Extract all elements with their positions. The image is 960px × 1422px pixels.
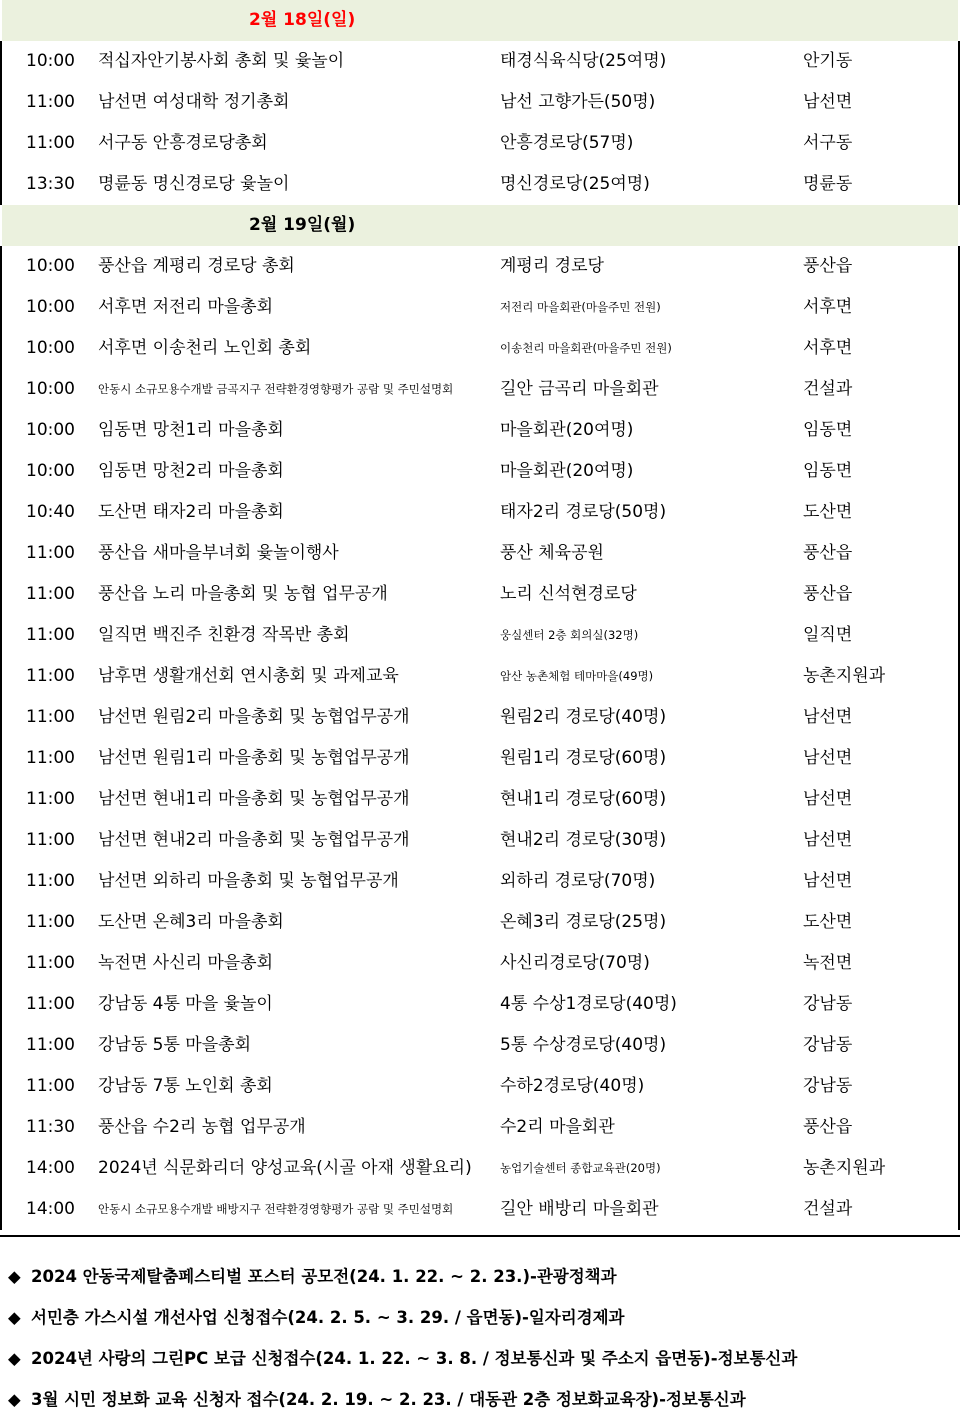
event-department: 임동면 (803, 420, 853, 440)
event-time: 11:00 (26, 912, 75, 932)
event-name: 남선면 원림1리 마을총회 및 농협업무공개 (98, 748, 410, 768)
table-bottom-border (0, 1235, 960, 1237)
event-name: 서구동 안흥경로당총회 (98, 133, 268, 153)
event-time: 11:00 (26, 707, 75, 727)
event-time: 10:00 (26, 256, 75, 276)
event-department: 강남동 (803, 994, 853, 1014)
event-name: 임동면 망천1리 마을총회 (98, 420, 284, 440)
event-time: 11:00 (26, 748, 75, 768)
event-name: 적십자안기봉사회 총회 및 윷놀이 (98, 51, 345, 71)
schedule-row (0, 287, 960, 328)
event-place: 풍산 체육공원 (500, 543, 604, 563)
event-time: 11:00 (26, 871, 75, 891)
event-time: 10:40 (26, 502, 75, 522)
event-department: 임동면 (803, 461, 853, 481)
event-place: 길안 금곡리 마을회관 (500, 379, 659, 399)
schedule-row (0, 328, 960, 369)
schedule-row (0, 451, 960, 492)
event-place: 명신경로당(25여명) (500, 174, 650, 194)
date-header (0, 205, 960, 246)
schedule-row (0, 697, 960, 738)
event-department: 강남동 (803, 1035, 853, 1055)
event-name: 남선면 원림2리 마을총회 및 농협업무공개 (98, 707, 410, 727)
event-name: 풍산읍 새마을부녀회 윷놀이행사 (98, 543, 339, 563)
event-time: 11:00 (26, 830, 75, 850)
event-name: 남선면 현내1리 마을총회 및 농협업무공개 (98, 789, 410, 809)
event-department: 풍산읍 (803, 1117, 853, 1137)
schedule-row (0, 943, 960, 984)
notice-item (0, 1256, 960, 1297)
event-time: 11:00 (26, 1035, 75, 1055)
event-time: 10:00 (26, 297, 75, 317)
event-place: 태자2리 경로당(50명) (500, 502, 667, 522)
event-place: 수하2경로당(40명) (500, 1076, 645, 1096)
event-department: 풍산읍 (803, 543, 853, 563)
event-department: 남선면 (803, 707, 853, 727)
event-place: 남선 고향가든(50명) (500, 92, 656, 112)
event-place: 현내1리 경로당(60명) (500, 789, 667, 809)
event-department: 풍산읍 (803, 584, 853, 604)
event-place: 마을회관(20여명) (500, 461, 634, 481)
event-name: 강남동 5통 마을총회 (98, 1035, 251, 1055)
schedule-row (0, 123, 960, 164)
schedule-row (0, 820, 960, 861)
event-time: 11:00 (26, 625, 75, 645)
event-place: 수2리 마을회관 (500, 1117, 615, 1137)
event-time: 11:00 (26, 1076, 75, 1096)
notice-list (0, 1256, 960, 1420)
event-place: 5통 수상경로당(40명) (500, 1035, 667, 1055)
event-name: 남선면 현내2리 마을총회 및 농협업무공개 (98, 830, 410, 850)
diamond-bullet-icon: ◆ (8, 1390, 21, 1409)
event-time: 10:00 (26, 51, 75, 71)
schedule-row (0, 861, 960, 902)
event-name: 풍산읍 계평리 경로당 총회 (98, 256, 295, 276)
notice-text: 2024 안동국제탈춤페스티벌 포스터 공모전(24. 1. 22. ~ 2. 23.)-관광정책과 (31, 1267, 617, 1286)
schedule-row (0, 1148, 960, 1189)
diamond-bullet-icon: ◆ (8, 1349, 21, 1368)
event-department: 남선면 (803, 789, 853, 809)
date-header (0, 0, 960, 41)
event-time: 11:00 (26, 133, 75, 153)
event-department: 서후면 (803, 297, 853, 317)
event-place: 태경식육식당(25여명) (500, 51, 667, 71)
schedule-row (0, 410, 960, 451)
diamond-bullet-icon: ◆ (8, 1267, 21, 1286)
event-name: 풍산읍 수2리 농협 업무공개 (98, 1117, 306, 1137)
event-department: 농촌지원과 (803, 1158, 886, 1178)
event-name: 남선면 외하리 마을총회 및 농협업무공개 (98, 871, 399, 891)
event-department: 남선면 (803, 92, 853, 112)
event-name: 임동면 망천2리 마을총회 (98, 461, 284, 481)
event-department: 남선면 (803, 830, 853, 850)
event-name: 강남동 4통 마을 윷놀이 (98, 994, 273, 1014)
event-department: 남선면 (803, 748, 853, 768)
event-department: 명륜동 (803, 174, 853, 194)
schedule-row (0, 82, 960, 123)
schedule-row (0, 1066, 960, 1107)
event-name: 강남동 7통 노인회 총회 (98, 1076, 273, 1096)
schedule-row (0, 656, 960, 697)
notice-item (0, 1379, 960, 1420)
event-name: 남후면 생활개선회 연시총회 및 과제교육 (98, 666, 399, 686)
event-department: 건설과 (803, 379, 853, 399)
notice-text: 2024년 사랑의 그린PC 보급 신청접수(24. 1. 22. ~ 3. 8. / 정보통신과 및 주소지 읍면동)-정보통신과 (31, 1349, 798, 1368)
event-department: 서후면 (803, 338, 853, 358)
event-time: 14:00 (26, 1199, 75, 1219)
schedule-row (0, 779, 960, 820)
schedule-row (0, 574, 960, 615)
schedule-row (0, 533, 960, 574)
schedule-row (0, 492, 960, 533)
notice-item (0, 1297, 960, 1338)
schedule-row (0, 164, 960, 205)
event-name: 남선면 여성대학 정기총회 (98, 92, 290, 112)
event-place: 암산 농촌체험 테마마을(49명) (500, 669, 654, 683)
event-department: 남선면 (803, 871, 853, 891)
event-place: 노리 신석현경로당 (500, 584, 637, 604)
event-department: 건설과 (803, 1199, 853, 1219)
event-department: 녹전면 (803, 953, 853, 973)
event-time: 11:00 (26, 666, 75, 686)
notice-text: 서민층 가스시설 개선사업 신청접수(24. 2. 5. ~ 3. 29. / 읍면동)-일자리경제과 (31, 1308, 625, 1327)
event-place: 현내2리 경로당(30명) (500, 830, 667, 850)
event-place: 저전리 마을회관(마을주민 전원) (500, 300, 661, 314)
diamond-bullet-icon: ◆ (8, 1308, 21, 1327)
event-place: 웅실센터 2층 회의실(32명) (500, 628, 639, 642)
event-place: 4통 수상1경로당(40명) (500, 994, 677, 1014)
event-place: 온혜3리 경로당(25명) (500, 912, 667, 932)
event-time: 11:00 (26, 584, 75, 604)
event-place: 농업기술센터 종합교육관(20명) (500, 1161, 661, 1175)
schedule-row (0, 369, 960, 410)
event-time: 10:00 (26, 338, 75, 358)
date-label: 2월 18일(일) (249, 10, 356, 30)
event-department: 도산면 (803, 912, 853, 932)
event-name: 일직면 백진주 친환경 작목반 총회 (98, 625, 350, 645)
event-time: 11:00 (26, 994, 75, 1014)
event-department: 서구동 (803, 133, 853, 153)
schedule-row (0, 1025, 960, 1066)
event-time: 10:00 (26, 461, 75, 481)
event-place: 외하리 경로당(70명) (500, 871, 656, 891)
event-place: 안흥경로당(57명) (500, 133, 634, 153)
event-name: 안동시 소규모용수개발 배방지구 전략환경영향평가 공람 및 주민설명회 (98, 1202, 454, 1216)
event-name: 명륜동 명신경로당 윷놀이 (98, 174, 290, 194)
event-department: 강남동 (803, 1076, 853, 1096)
event-department: 안기동 (803, 51, 853, 71)
event-department: 풍산읍 (803, 256, 853, 276)
event-department: 도산면 (803, 502, 853, 522)
event-place: 길안 배방리 마을회관 (500, 1199, 659, 1219)
event-name: 녹전면 사신리 마을총회 (98, 953, 274, 973)
schedule-row (0, 1107, 960, 1148)
event-time: 11:00 (26, 92, 75, 112)
event-time: 14:00 (26, 1158, 75, 1178)
event-name: 도산면 온혜3리 마을총회 (98, 912, 284, 932)
event-time: 13:30 (26, 174, 75, 194)
notice-item (0, 1338, 960, 1379)
event-time: 11:00 (26, 543, 75, 563)
schedule-row (0, 41, 960, 82)
event-time: 11:00 (26, 789, 75, 809)
notice-text: 3월 시민 정보화 교육 신청자 접수(24. 2. 19. ~ 2. 23. / 대동관 2층 정보화교육장)-정보통신과 (31, 1390, 746, 1409)
schedule-row (0, 738, 960, 779)
schedule-row (0, 1189, 960, 1230)
schedule-row (0, 615, 960, 656)
event-time: 10:00 (26, 379, 75, 399)
event-time: 11:30 (26, 1117, 75, 1137)
schedule-row (0, 902, 960, 943)
event-place: 사신리경로당(70명) (500, 953, 650, 973)
event-place: 계평리 경로당 (500, 256, 604, 276)
schedule-row (0, 984, 960, 1025)
event-name: 안동시 소규모용수개발 금곡지구 전략환경영향평가 공람 및 주민설명회 (98, 382, 454, 396)
event-department: 농촌지원과 (803, 666, 886, 686)
event-name: 서후면 이송천리 노인회 총회 (98, 338, 312, 358)
event-place: 이송천리 마을회관(마을주민 전원) (500, 341, 672, 355)
event-department: 일직면 (803, 625, 853, 645)
event-time: 10:00 (26, 420, 75, 440)
event-place: 원림1리 경로당(60명) (500, 748, 667, 768)
event-place: 원림2리 경로당(40명) (500, 707, 667, 727)
event-place: 마을회관(20여명) (500, 420, 634, 440)
event-name: 도산면 태자2리 마을총회 (98, 502, 284, 522)
event-name: 서후면 저전리 마을총회 (98, 297, 274, 317)
event-name: 풍산읍 노리 마을총회 및 농협 업무공개 (98, 584, 388, 604)
event-name: 2024년 식문화리더 양성교육(시골 아재 생활요리) (98, 1158, 472, 1178)
schedule-row (0, 246, 960, 287)
event-time: 11:00 (26, 953, 75, 973)
date-label: 2월 19일(월) (249, 215, 356, 235)
